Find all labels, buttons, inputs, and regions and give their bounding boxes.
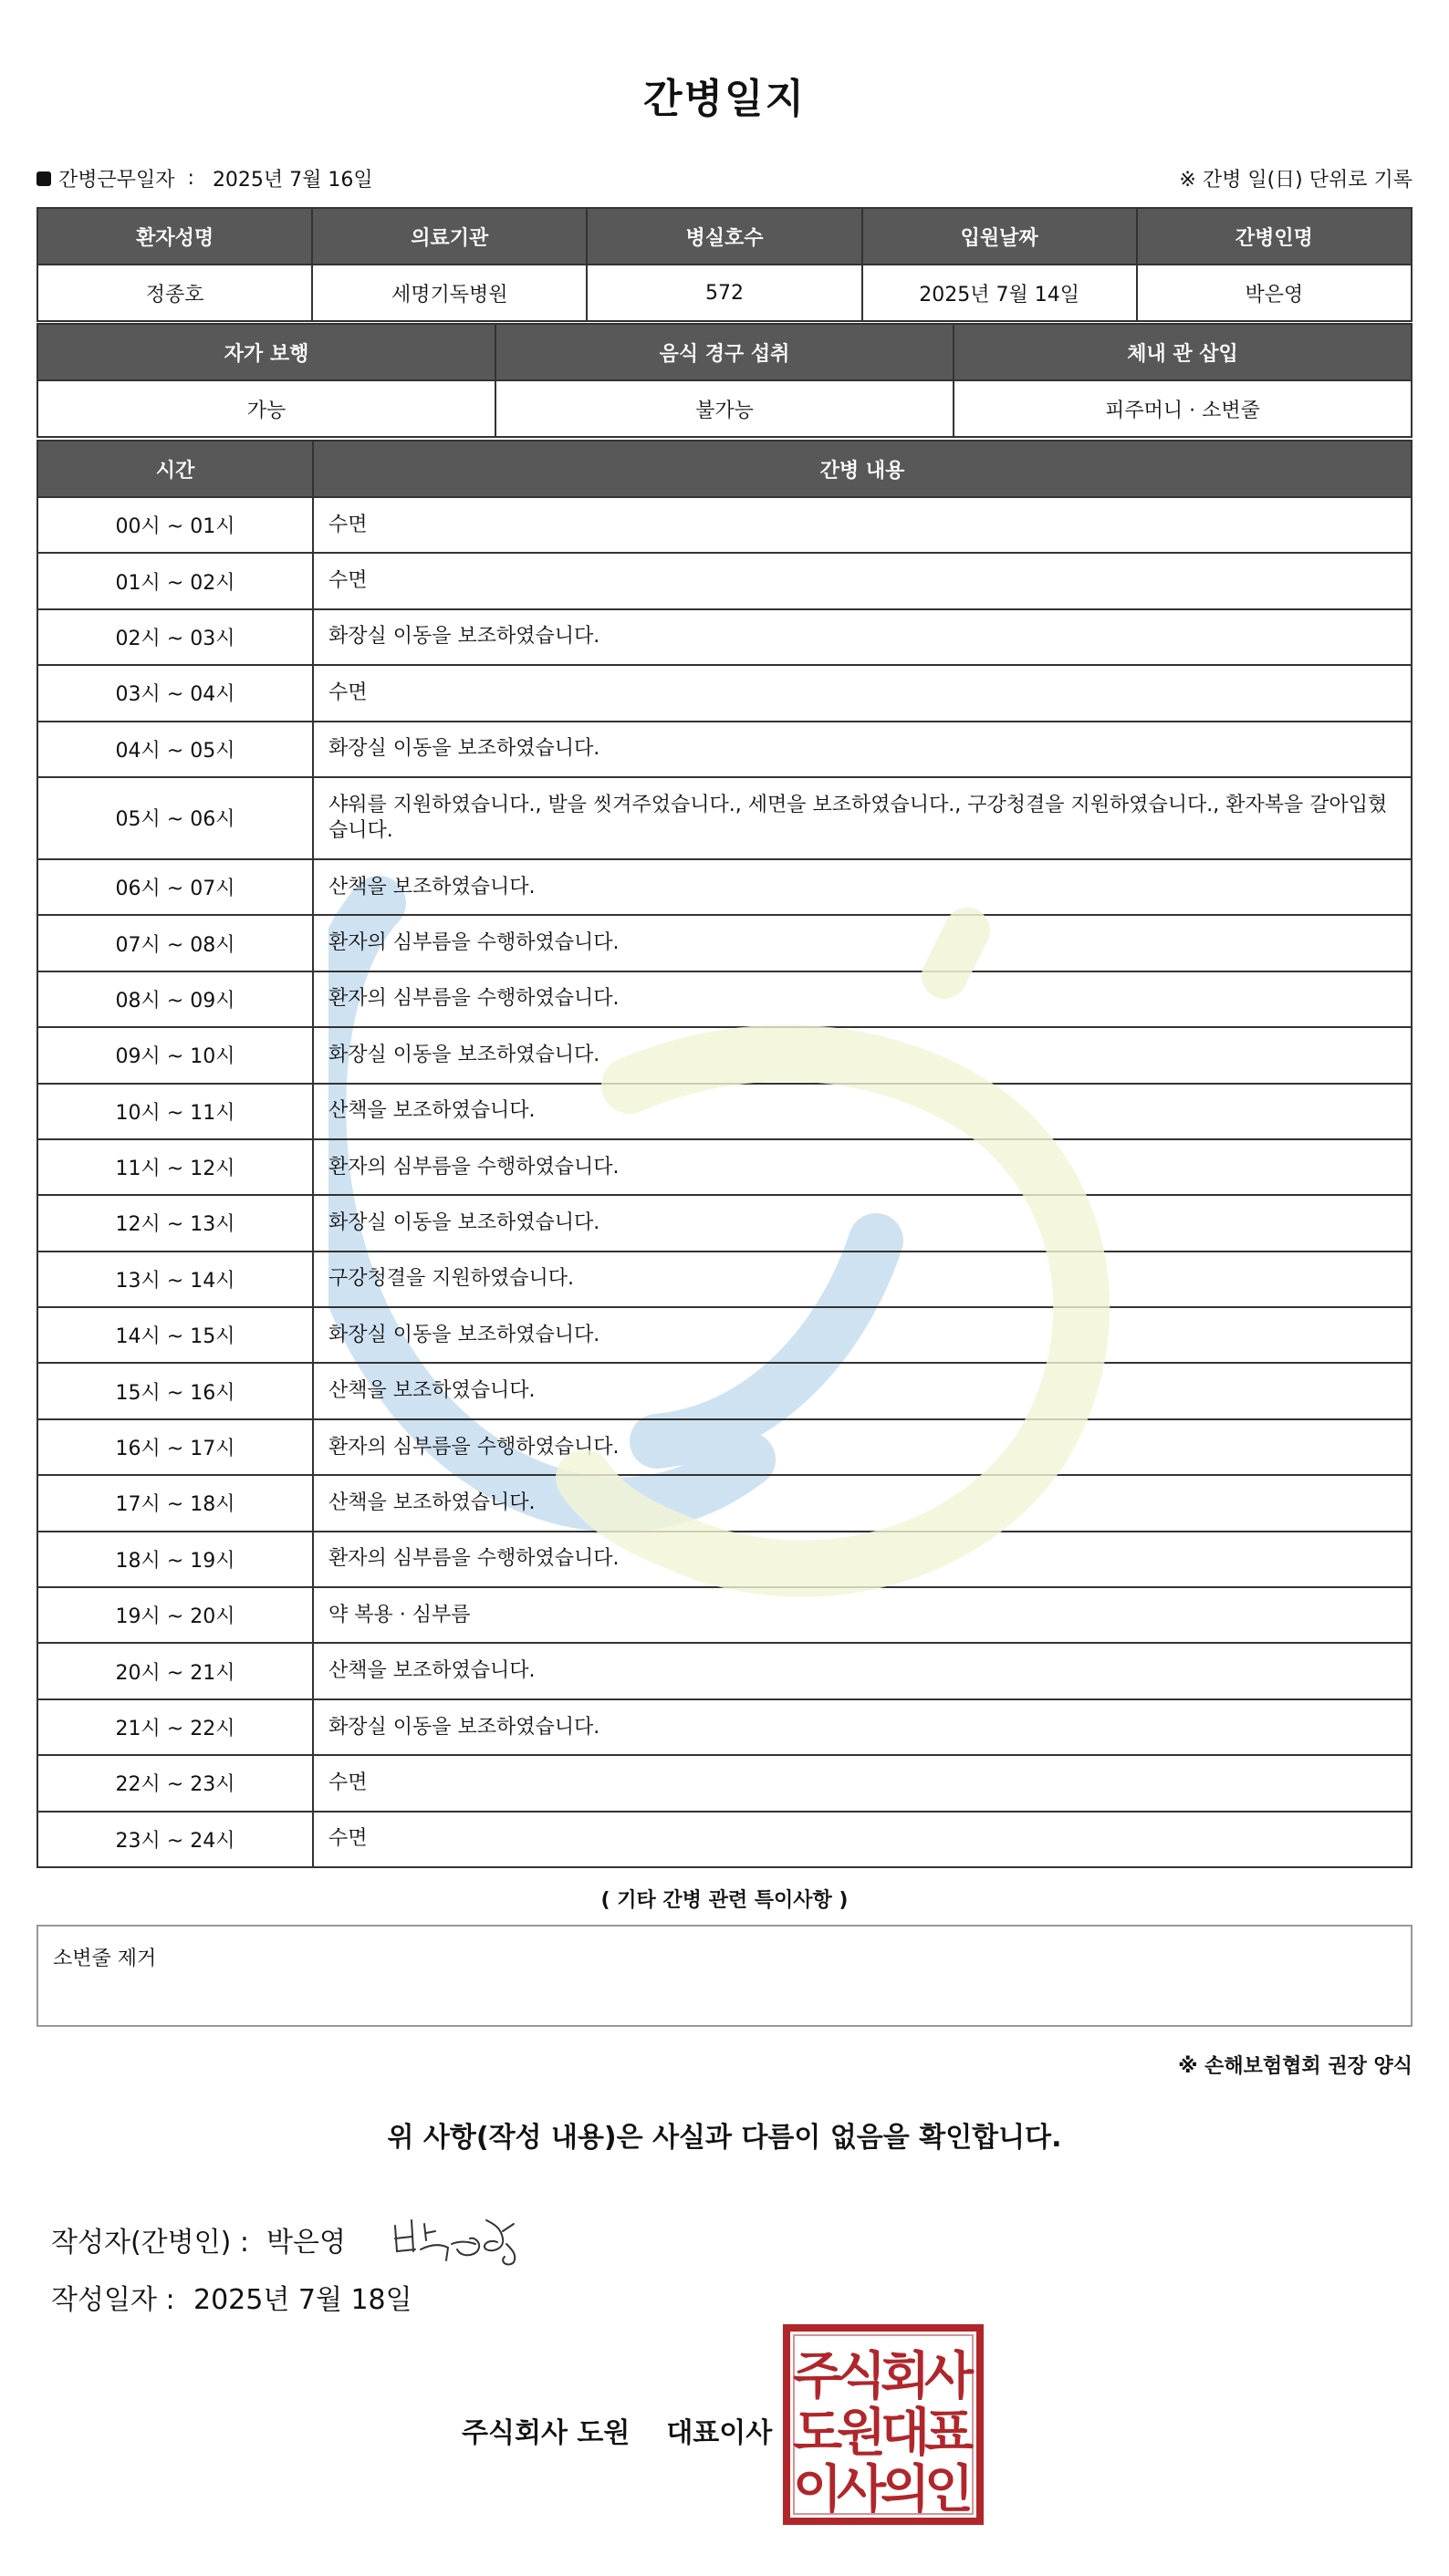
log-content: 구강청결을 지원하였습니다. <box>313 1252 1412 1307</box>
table-row <box>37 1812 1412 1867</box>
log-time: 10시 ~ 11시 <box>37 1084 313 1139</box>
log-time: 09시 ~ 10시 <box>37 1027 313 1083</box>
work-date-colon: : <box>187 167 194 190</box>
written-date-label: 작성일자 : <box>51 2284 175 2316</box>
notes-content: 소변줄 제거 <box>53 1948 157 1970</box>
log-content: 약 복용 · 심부름 <box>313 1587 1412 1643</box>
log-time: 17시 ~ 18시 <box>37 1475 313 1531</box>
svg-text:이: 이 <box>792 2460 843 2519</box>
header-patient-name: 환자성명 <box>37 208 312 265</box>
table-row <box>37 1252 1412 1307</box>
log-content: 화장실 이동을 보조하였습니다. <box>313 609 1412 665</box>
work-date-label: 간병근무일자 <box>58 169 175 192</box>
log-time: 04시 ~ 05시 <box>37 722 313 777</box>
log-time: 00시 ~ 01시 <box>37 497 313 553</box>
patient-info-value-row <box>37 265 1412 321</box>
written-date-row <box>51 2277 412 2317</box>
header-care-content: 간병 내용 <box>313 441 1412 497</box>
svg-text:주: 주 <box>792 2347 843 2406</box>
tube-insertion-value: 피주머니 · 소변줄 <box>954 380 1412 437</box>
svg-text:표: 표 <box>923 2404 975 2463</box>
log-time: 23시 ~ 24시 <box>37 1812 313 1867</box>
log-time: 06시 ~ 07시 <box>37 859 313 915</box>
log-time: 19시 ~ 20시 <box>37 1587 313 1643</box>
log-time: 12시 ~ 13시 <box>37 1195 313 1251</box>
log-content: 환자의 심부름을 수행하였습니다. <box>313 1139 1412 1195</box>
table-row <box>37 1699 1412 1755</box>
log-content: 수면 <box>313 665 1412 721</box>
author-name: 박은영 <box>266 2227 346 2259</box>
log-content: 수면 <box>313 1755 1412 1811</box>
patient-status-table <box>36 323 1413 438</box>
log-content: 환자의 심부름을 수행하였습니다. <box>313 1532 1412 1587</box>
log-time: 22시 ~ 23시 <box>37 1755 313 1811</box>
svg-text:식: 식 <box>836 2347 887 2406</box>
log-content: 산책을 보조하였습니다. <box>313 1475 1412 1531</box>
room-number: 572 <box>587 265 861 321</box>
table-row <box>37 777 1412 859</box>
table-row <box>37 722 1412 777</box>
page-title: 간병일지 <box>642 76 806 122</box>
table-row <box>37 1643 1412 1698</box>
table-row <box>37 971 1412 1027</box>
table-row <box>37 1419 1412 1475</box>
log-time: 16시 ~ 17시 <box>37 1419 313 1475</box>
self-walking-value: 가능 <box>37 380 495 437</box>
log-time: 05시 ~ 06시 <box>37 777 313 859</box>
log-content: 화장실 이동을 보조하였습니다. <box>313 1699 1412 1755</box>
svg-text:의: 의 <box>880 2460 931 2519</box>
log-time: 07시 ~ 08시 <box>37 915 313 971</box>
table-row <box>37 665 1412 721</box>
log-time: 14시 ~ 15시 <box>37 1307 313 1363</box>
table-row <box>37 1475 1412 1531</box>
table-row <box>37 609 1412 665</box>
header-tube-insertion: 체내 관 삽입 <box>954 324 1412 380</box>
table-row <box>37 1195 1412 1251</box>
log-time: 15시 ~ 16시 <box>37 1363 313 1418</box>
company-signature-line <box>462 2410 772 2450</box>
company-name: 주식회사 도원 <box>462 2417 631 2449</box>
log-content: 산책을 보조하였습니다. <box>313 1084 1412 1139</box>
handwritten-signature <box>388 2207 525 2271</box>
log-content: 환자의 심부름을 수행하였습니다. <box>313 971 1412 1027</box>
care-log-table <box>36 440 1413 1868</box>
log-time: 20시 ~ 21시 <box>37 1643 313 1698</box>
log-content: 산책을 보조하였습니다. <box>313 1363 1412 1418</box>
header-self-walking: 자가 보행 <box>37 324 495 380</box>
header-hospital: 의료기관 <box>312 208 587 265</box>
table-row <box>37 1587 1412 1643</box>
svg-text:인: 인 <box>923 2460 975 2519</box>
oral-intake-value: 불가능 <box>495 380 954 437</box>
svg-text:도: 도 <box>792 2404 843 2463</box>
table-row <box>37 553 1412 608</box>
patient-status-value-row <box>37 380 1412 437</box>
patient-info-header-row <box>37 208 1412 265</box>
square-bullet-icon <box>36 171 51 186</box>
patient-status-header-row <box>37 324 1412 380</box>
log-time: 21시 ~ 22시 <box>37 1699 313 1755</box>
unit-note: ※ 간병 일(日) 단위로 기록 <box>1179 169 1413 192</box>
care-log-header-row <box>37 441 1412 497</box>
log-content: 화장실 이동을 보조하였습니다. <box>313 1195 1412 1251</box>
table-row <box>37 1084 1412 1139</box>
svg-text:대: 대 <box>880 2404 931 2463</box>
header-room-number: 병실호수 <box>587 208 861 265</box>
svg-text:회: 회 <box>880 2347 931 2406</box>
log-content: 화장실 이동을 보조하였습니다. <box>313 1307 1412 1363</box>
log-content: 산책을 보조하였습니다. <box>313 1643 1412 1698</box>
admission-date: 2025년 7월 14일 <box>862 265 1137 321</box>
table-row <box>37 915 1412 971</box>
recommend-note: ※ 손해보험협회 권장 양식 <box>1178 2055 1413 2078</box>
log-content: 산책을 보조하였습니다. <box>313 859 1412 915</box>
table-row <box>37 859 1412 915</box>
header-time: 시간 <box>37 441 313 497</box>
log-content: 수면 <box>313 553 1412 608</box>
hospital-name: 세명기독병원 <box>312 265 587 321</box>
table-row <box>37 1532 1412 1587</box>
company-representative-title: 대표이사 <box>666 2417 773 2449</box>
header-admission-date: 입원날짜 <box>862 208 1137 265</box>
work-date <box>36 164 373 192</box>
table-row <box>37 1307 1412 1363</box>
author-row <box>51 2207 525 2271</box>
caregiver-name: 박은영 <box>1137 265 1412 321</box>
header-oral-intake: 음식 경구 섭취 <box>495 324 954 380</box>
log-time: 18시 ~ 19시 <box>37 1532 313 1587</box>
notes-box <box>36 1925 1413 2027</box>
log-time: 08시 ~ 09시 <box>37 971 313 1027</box>
log-content: 수면 <box>313 1812 1412 1867</box>
log-time: 11시 ~ 12시 <box>37 1139 313 1195</box>
company-seal-stamp <box>781 2322 985 2527</box>
table-row <box>37 1755 1412 1811</box>
log-time: 02시 ~ 03시 <box>37 609 313 665</box>
log-content: 화장실 이동을 보조하였습니다. <box>313 1027 1412 1083</box>
patient-info-table <box>36 207 1413 322</box>
svg-text:원: 원 <box>836 2404 887 2463</box>
log-content: 화장실 이동을 보조하였습니다. <box>313 722 1412 777</box>
log-content: 환자의 심부름을 수행하였습니다. <box>313 1419 1412 1475</box>
svg-text:사: 사 <box>836 2460 887 2519</box>
log-content: 환자의 심부름을 수행하였습니다. <box>313 915 1412 971</box>
confirm-statement: 위 사항(작성 내용)은 사실과 다름이 없음을 확인합니다. <box>387 2122 1062 2154</box>
log-time: 01시 ~ 02시 <box>37 553 313 608</box>
header-caregiver-name: 간병인명 <box>1137 208 1412 265</box>
work-date-row <box>36 164 1413 195</box>
author-label: 작성자(간병인) : <box>51 2227 249 2259</box>
patient-name: 정종호 <box>37 265 312 321</box>
written-date-value: 2025년 7월 18일 <box>193 2284 412 2316</box>
table-row <box>37 1027 1412 1083</box>
notes-title: ( 기타 간병 관련 특이사항 ) <box>600 1889 849 1912</box>
log-content: 수면 <box>313 497 1412 553</box>
svg-text:사: 사 <box>923 2347 975 2406</box>
table-row <box>37 1139 1412 1195</box>
log-time: 03시 ~ 04시 <box>37 665 313 721</box>
log-time: 13시 ~ 14시 <box>37 1252 313 1307</box>
table-row <box>37 497 1412 553</box>
work-date-value: 2025년 7월 16일 <box>212 169 373 192</box>
table-row <box>37 1363 1412 1418</box>
log-content: 샤워를 지원하였습니다., 발을 씻겨주었습니다., 세면을 보조하였습니다., 구강청결을 지원하였습니다., 환자복을 갈아입혔습니다. <box>313 777 1412 859</box>
